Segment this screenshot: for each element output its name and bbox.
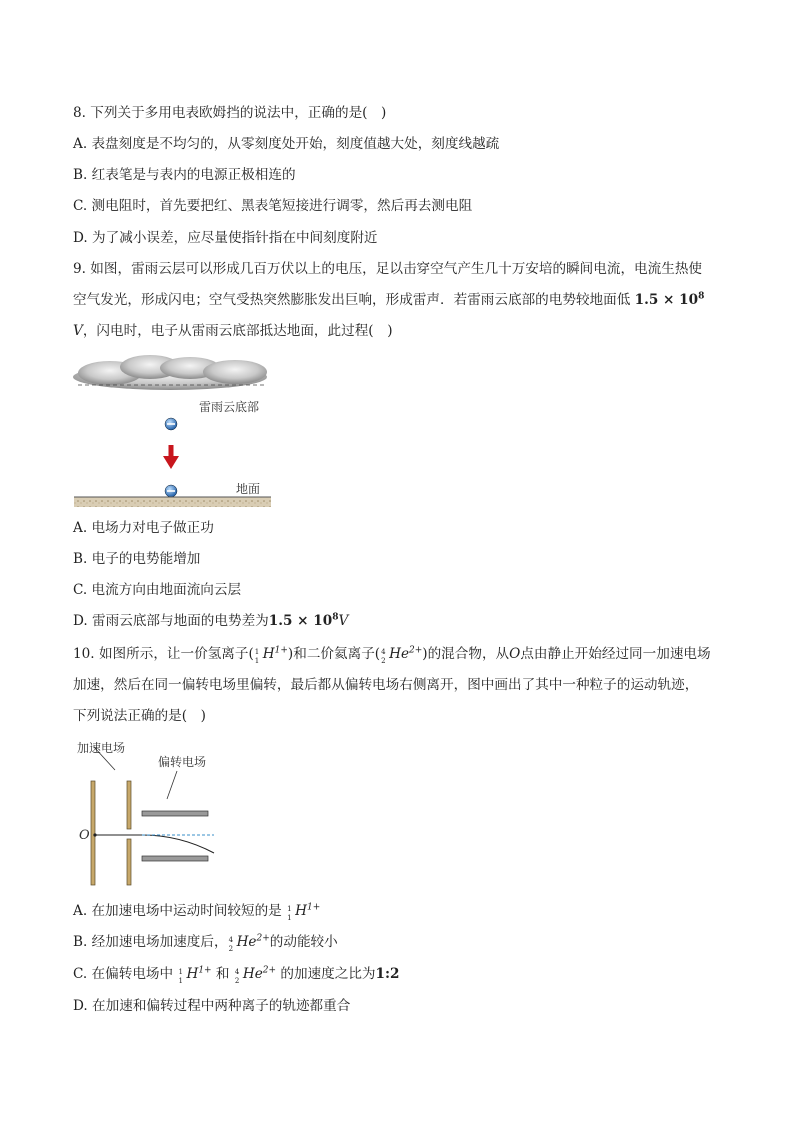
q9-stem-line1: 9. 如图，雷雨云层可以形成几百万伏以上的电压，足以击穿空气产生几十万安培的瞬间电流，电流生热使 (73, 261, 703, 277)
q10-b-he-symbol: He (236, 934, 257, 950)
q10-stem-part-b: )和二价氦离子( (287, 646, 381, 662)
q10-c-h-symbol: H (186, 966, 199, 982)
q10-h-isotope: 1 1 (254, 648, 260, 665)
q9-lightning-figure (70, 355, 280, 515)
q10-option-c-ratio: 1:2 (375, 966, 400, 982)
q8-option-c: C. 测电阻时，首先要把红、黑表笔短接进行调零，然后再去测电阻 (73, 198, 473, 214)
deflect-label-leader (167, 771, 177, 799)
q10-c-he-symbol: He (242, 966, 263, 982)
q10-he-symbol: He (389, 646, 409, 662)
electron-bottom-icon (165, 485, 177, 497)
q9-option-d-unit: V (338, 613, 349, 629)
q9-stem-line3 (73, 322, 393, 340)
q10-field-figure (70, 735, 230, 893)
q10-option-a (73, 902, 320, 920)
accel-left-plate (91, 781, 95, 885)
q10-option-a-text: A. 在加速电场中运动时间较短的是 (73, 903, 282, 919)
q10-stem-line1 (73, 645, 711, 663)
q10-h-charge: 1+ (274, 645, 288, 656)
q10-stem-line3: 下列说法正确的是( ) (73, 708, 206, 724)
q10-stem-part-c: )的混合物，从 (422, 646, 510, 662)
q9-option-a: A. 电场力对电子做正功 (73, 520, 214, 536)
ground-label: 地面 (236, 482, 261, 496)
q10-he-charge: 2+ (409, 645, 423, 656)
q10-c-h-isotope: 1 1 (178, 968, 183, 985)
q8-stem: 8. 下列关于多用电表欧姆挡的说法中，正确的是( ) (73, 105, 387, 121)
q10-stem-part-d: 点由静止开始经过同一加速电场 (520, 646, 711, 662)
q10-option-c-text2: 和 (215, 966, 230, 982)
deflect-field-label: 偏转电场 (158, 755, 207, 769)
q9-stem-potential: $1.5 \times 10^8$ (634, 291, 705, 308)
q10-c-h-charge: 1+ (198, 965, 212, 976)
q10-point-o: O (509, 646, 521, 662)
origin-o-label: O (79, 828, 90, 843)
deflect-top-plate (142, 811, 208, 816)
q10-stem-line2: 加速，然后在同一偏转电场里偏转，最后都从偏转电场右侧离开，图中画出了其中一种粒子的运动轨迹， (73, 677, 699, 693)
q9-option-d (73, 612, 348, 630)
q10-he-isotope: 4 2 (381, 648, 386, 665)
accel-right-plate (127, 781, 131, 885)
accel-field-label: 加速电场 (77, 741, 126, 755)
q8-option-d: D. 为了减小误差，应尽量使指针指在中间刻度附近 (73, 230, 378, 246)
q10-option-b (73, 933, 338, 951)
deflect-bottom-plate (142, 856, 208, 861)
q10-option-b-text2: 的动能较小 (269, 934, 338, 950)
q10-option-c-text3: 的加速度之比为 (280, 966, 376, 982)
q9-option-d-value: $1.5 \times 10^8$ (268, 612, 339, 629)
q9-stem-text: 空气发光，形成闪电；空气受热突然膨胀发出巨响，形成雷声．若雷雨云底部的电势较地面低 (73, 292, 631, 308)
q10-c-he-charge: 2+ (262, 965, 277, 976)
q9-stem-unit: V (73, 323, 83, 339)
q10-a-h-isotope: 1 1 (287, 905, 292, 922)
origin-point-icon (93, 833, 96, 836)
q10-option-d: D. 在加速和偏转过程中两种离子的轨迹都重合 (73, 998, 351, 1014)
q9-option-c: C. 电流方向由地面流向云层 (73, 582, 242, 598)
q9-option-d-text: D. 雷雨云底部与地面的电势差为 (73, 613, 269, 629)
q10-a-h-symbol: H (295, 903, 307, 919)
q9-option-b: B. 电子的电势能增加 (73, 551, 201, 567)
q10-option-c-text1: C. 在偏转电场中 (73, 966, 174, 982)
q8-option-b: B. 红表笔是与表内的电源正极相连的 (73, 167, 296, 183)
q10-b-he-charge: 2+ (256, 933, 270, 944)
electron-top-icon (165, 418, 177, 430)
q9-stem-line2 (73, 291, 704, 309)
q10-stem-part-a: 10. 如图所示，让一价氢离子( (73, 646, 254, 662)
q8-option-a: A. 表盘刻度是不均匀的，从零刻度处开始，刻度值越大处，刻度线越疏 (73, 136, 500, 152)
ground-icon (74, 497, 271, 507)
cloud-icon (73, 355, 267, 390)
q9-stem-text3: ，闪电时，电子从雷雨云底部抵达地面，此过程( ) (82, 323, 393, 339)
cloud-bottom-label: 雷雨云底部 (199, 400, 260, 414)
q10-h-symbol: H (262, 646, 275, 662)
down-arrow-icon (163, 445, 179, 469)
q10-a-h-charge: 1+ (306, 902, 321, 913)
q10-b-he-isotope: 4 2 (228, 936, 234, 953)
q10-c-he-isotope: 4 2 (234, 968, 240, 985)
q10-option-b-text1: B. 经加速电场加速度后， (73, 934, 228, 950)
q10-option-c (73, 965, 399, 983)
trajectory-curve (142, 835, 214, 853)
